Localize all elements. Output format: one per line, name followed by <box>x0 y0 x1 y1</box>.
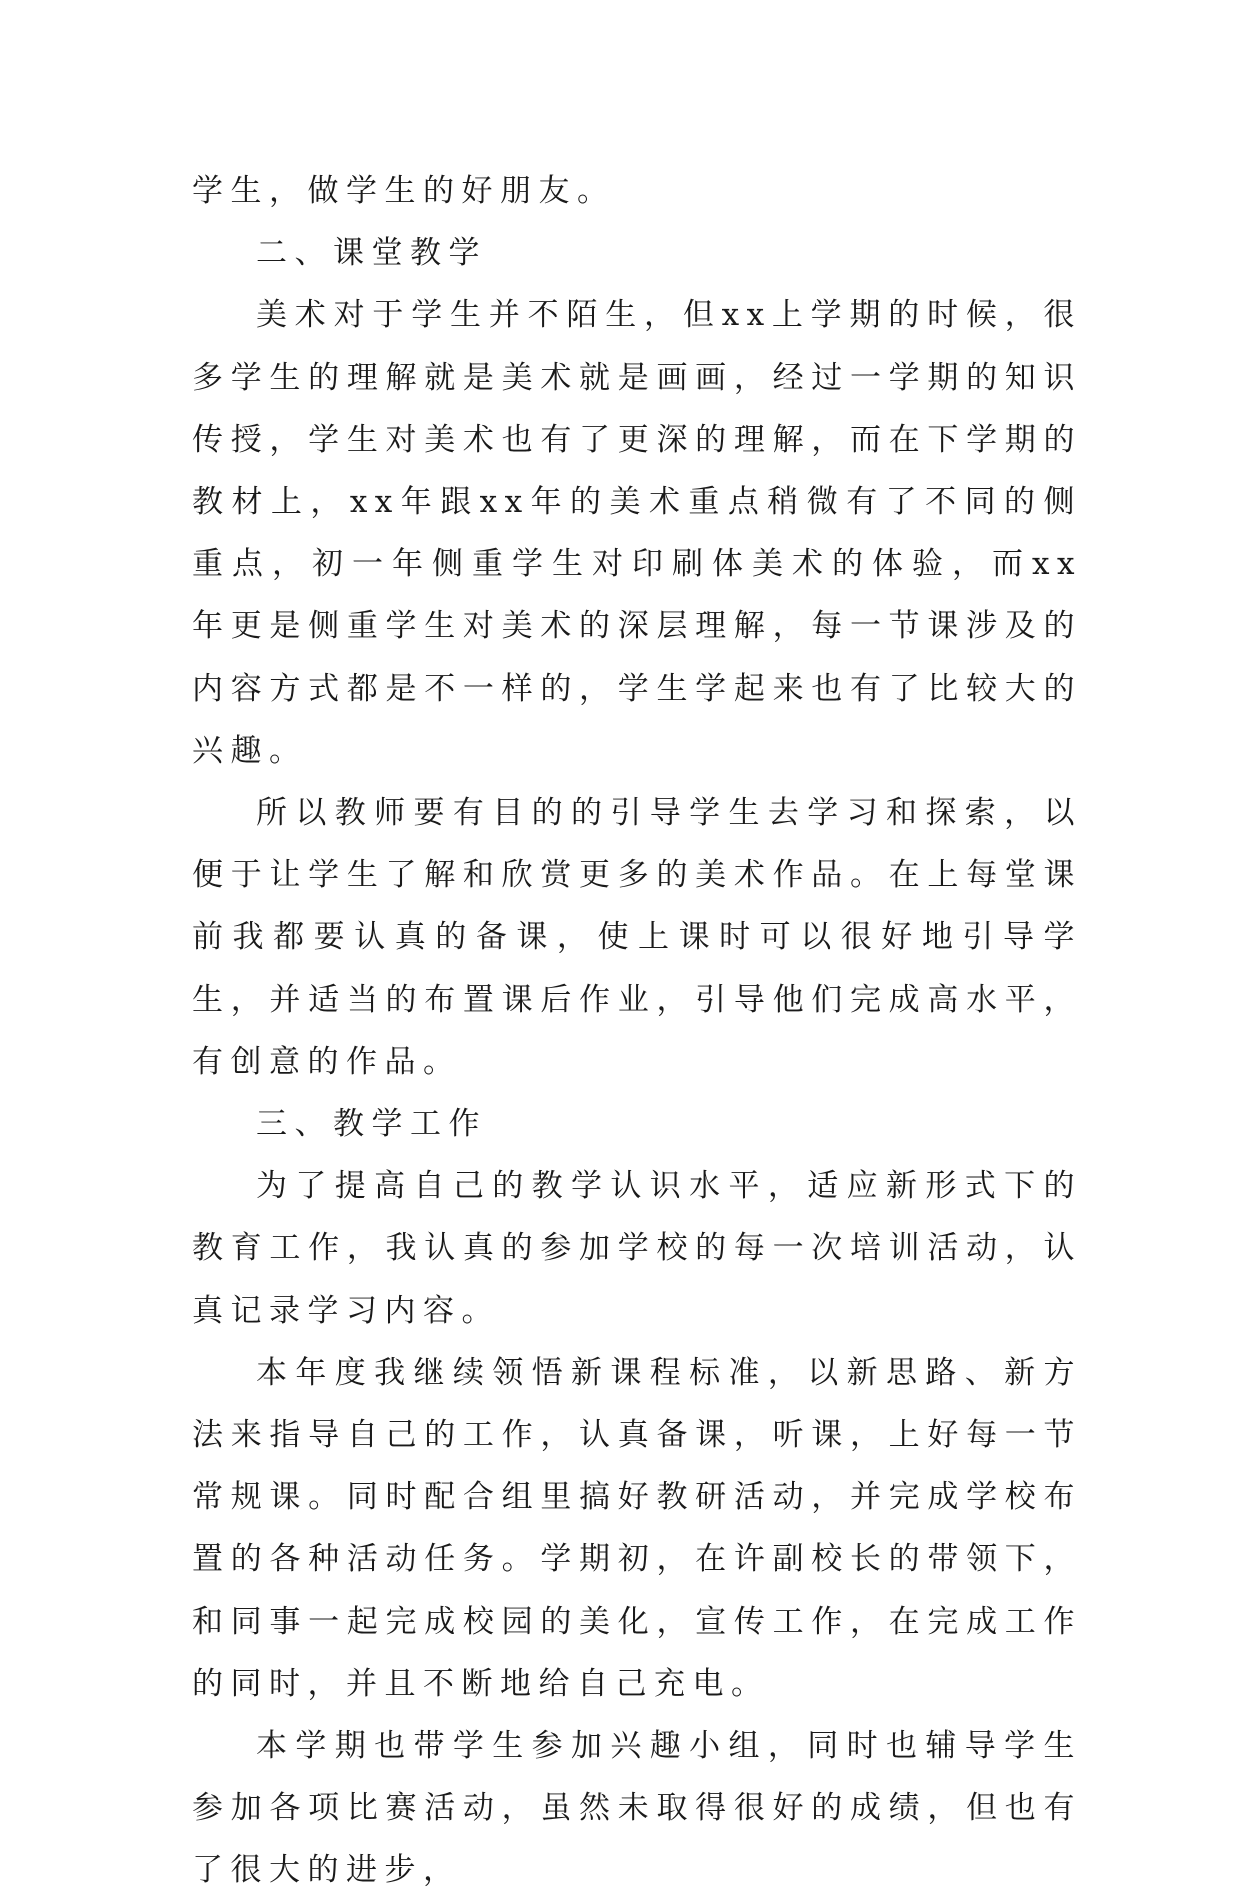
section-heading-teaching-work: 三、教学工作 <box>256 1106 487 1143</box>
document-page <box>192 160 1082 1902</box>
paragraph-interest-groups: 本学期也带学生参加兴趣小组，同时也辅导学生参加各项比赛活动，虽然未取得很好的成绩，但也有了很大的进步， <box>192 1728 1082 1889</box>
section-heading-classroom-teaching: 二、课堂教学 <box>256 235 487 272</box>
paragraph-art-understanding: 美术对于学生并不陌生，但xx上学期的时候，很多学生的理解就是美术就是画画，经过一学期的知识传授，学生对美术也有了更深的理解，而在下学期的教材上，xx年跟xx年的美术重点稍微有了不同的侧重点，初一年侧重学生对印刷体美术的体验，而xx年更是侧重学生对美术的深层理解，每一节课涉及的内容方式都是不一样的，学生学起来也有了比较大的兴趣。 <box>192 297 1082 769</box>
paragraph-teacher-guidance: 所以教师要有目的的引导学生去学习和探索，以便于让学生了解和欣赏更多的美术作品。在上每堂课前我都要认真的备课，使上课时可以很好地引导学生，并适当的布置课后作业，引导他们完成高水平，有创意的作品。 <box>192 795 1082 1080</box>
paragraph-curriculum-standards: 本年度我继续领悟新课程标准，以新思路、新方法来指导自己的工作，认真备课，听课，上好每一节常规课。同时配合组里搞好教研活动，并完成学校布置的各种活动任务。学期初，在许副校长的带领下，和同事一起完成校园的美化，宣传工作，在完成工作的同时，并且不断地给自己充电。 <box>192 1354 1082 1702</box>
paragraph-training: 为了提高自己的教学认识水平，适应新形式下的教育工作，我认真的参加学校的每一次培训活动，认真记录学习内容。 <box>192 1168 1082 1329</box>
paragraph-continuation: 学生，做学生的好朋友。 <box>192 173 616 209</box>
